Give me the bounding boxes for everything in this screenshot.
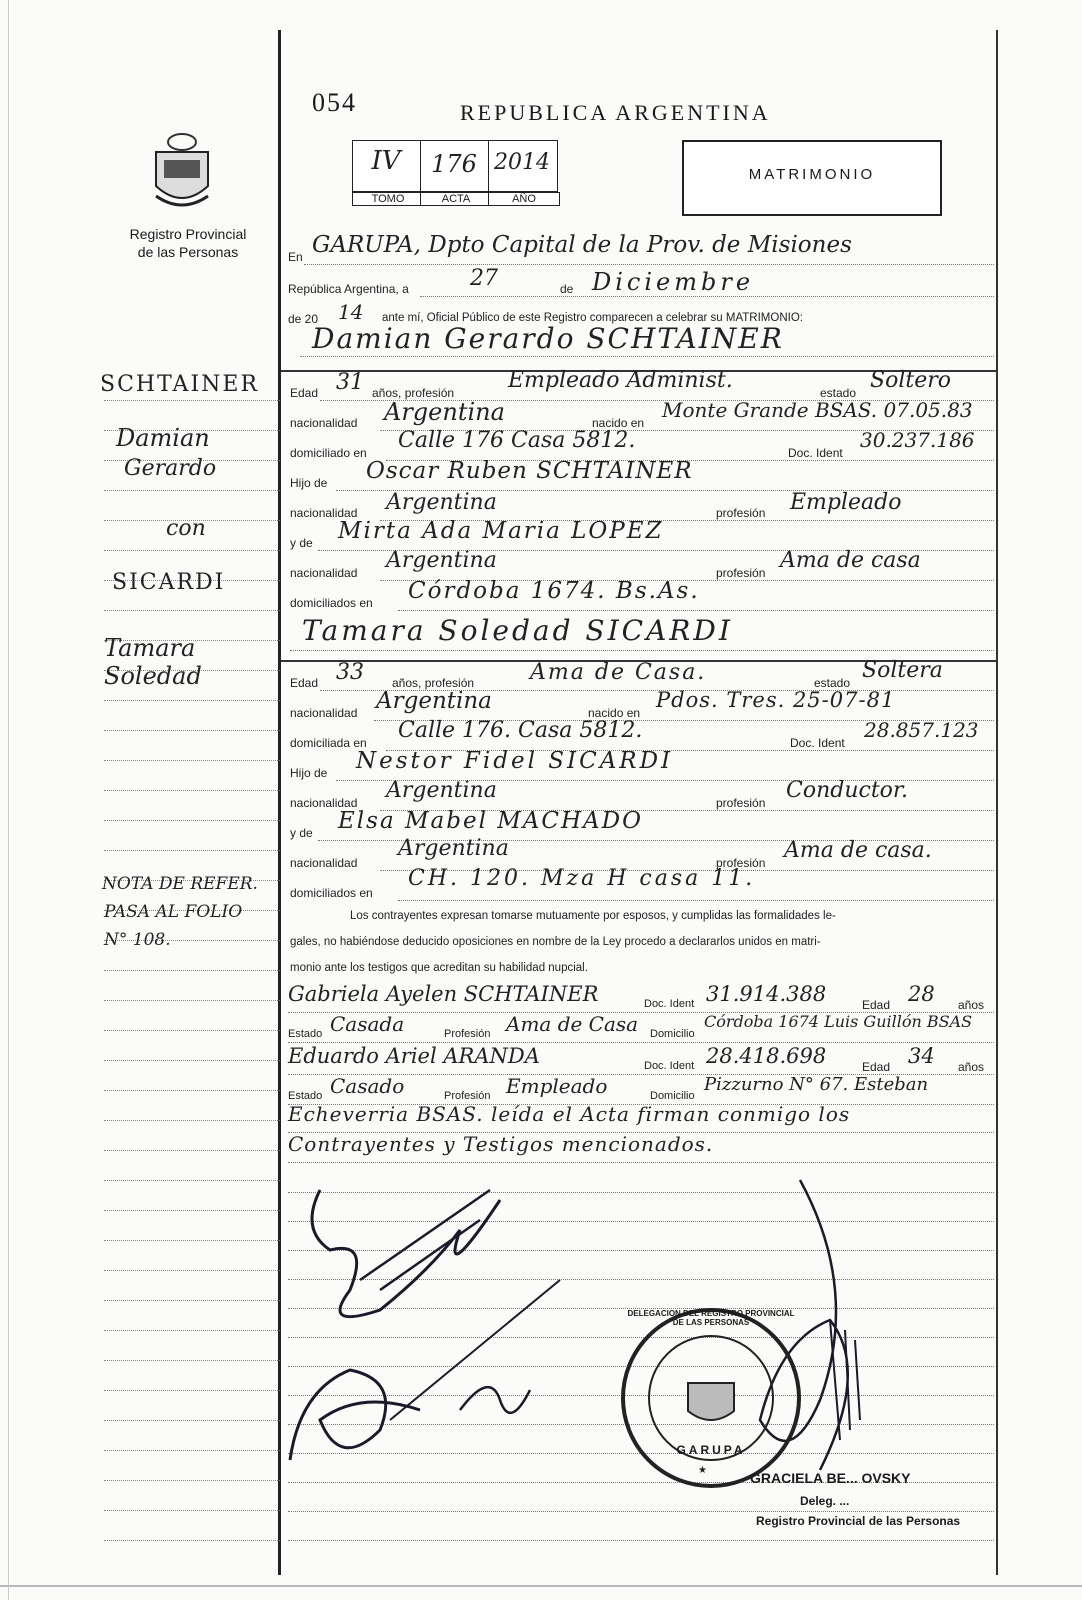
margin-rule-line xyxy=(104,1510,280,1511)
bride-doc: 28.857.123 xyxy=(864,718,979,742)
de-label: de xyxy=(560,282,574,296)
bride-parents-dom: CH. 120. Mza H casa 11. xyxy=(408,866,756,891)
declaration-line1: Los contrayentes expresan tomarse mutuamente por esposos, y cumplidas las formalidades le- xyxy=(350,910,836,922)
marriage-day: 27 xyxy=(470,266,498,291)
margin-rule-line xyxy=(104,1210,280,1211)
witness2-profesion: Empleado xyxy=(506,1074,608,1098)
official-role: Deleg. ... xyxy=(800,1494,850,1508)
bride-nacionalidad: Argentina xyxy=(376,688,492,714)
witness1-domicilio: Córdoba 1674 Luis Guillón BSAS xyxy=(704,1012,973,1031)
groom-doc-label: Doc. Ident xyxy=(788,446,843,460)
bride-domicilio: Calle 176. Casa 5812. xyxy=(398,718,643,743)
witness2-doc-label: Doc. Ident xyxy=(644,1060,695,1072)
groom-hijo-label: Hijo de xyxy=(290,476,328,490)
country-title: REPUBLICA ARGENTINA xyxy=(460,100,771,125)
groom-dom-label: domiciliado en xyxy=(290,446,367,460)
signature-rule-line xyxy=(288,1511,994,1512)
groom-father-nac: Argentina xyxy=(386,490,497,515)
witness2-name: Eduardo Ariel ARANDA xyxy=(288,1044,540,1068)
bride-profesion-label: años, profesión xyxy=(392,676,475,690)
margin-rule-line xyxy=(104,1240,280,1241)
witness1-doc-label: Doc. Ident xyxy=(644,998,695,1010)
official-seal xyxy=(618,1305,804,1491)
witness1-edad: 28 xyxy=(908,982,935,1006)
witness2-estado-label: Estado xyxy=(288,1090,323,1102)
marriage-month: Diciembre xyxy=(592,268,755,296)
groom-profesion-label: años, profesión xyxy=(372,386,455,400)
marriage-year-suffix: 14 xyxy=(338,300,364,324)
margin-bride-surname: SICARDI xyxy=(112,570,226,595)
margin-groom-name2: Gerardo xyxy=(124,456,217,481)
bride-father-prof: Conductor. xyxy=(786,778,908,803)
witness2-domicilio-label: Domicilio xyxy=(650,1090,695,1102)
witness1-anos-label: años xyxy=(958,998,985,1012)
witness2-estado: Casado xyxy=(330,1074,405,1098)
acta-value: 176 xyxy=(431,150,477,178)
bride-dom-label: domiciliada en xyxy=(290,736,367,750)
margin-rule-line xyxy=(104,1450,280,1451)
margin-rule-line xyxy=(104,1150,280,1151)
bride-mother: Elsa Mabel MACHADO xyxy=(338,808,643,834)
groom-edad-label: Edad xyxy=(290,386,319,400)
margin-rule-line xyxy=(104,1420,280,1421)
seal-city: GARUPA xyxy=(676,1443,746,1457)
folio-number: 054 xyxy=(312,88,357,117)
witness1-edad-label: Edad xyxy=(862,998,891,1012)
left-edge-rule xyxy=(8,0,9,1600)
groom-mother-prof: Ama de casa xyxy=(780,548,921,573)
signature-rule-line xyxy=(288,1540,994,1541)
bride-full-name: Tamara Soledad SICARDI xyxy=(302,614,733,647)
groom-estado: Soltero xyxy=(870,368,951,393)
groom-nacionalidad: Argentina xyxy=(384,398,505,426)
margin-rule-line xyxy=(104,1540,280,1541)
witness1-estado-label: Estado xyxy=(288,1028,323,1040)
margin-rule-line xyxy=(104,490,280,491)
document-type: MATRIMONIO xyxy=(748,166,876,183)
witness2-edad-label: Edad xyxy=(862,1060,891,1074)
margin-rule-line xyxy=(104,400,280,401)
margin-rule-line xyxy=(104,1360,280,1361)
margin-rule-line xyxy=(104,850,280,851)
bride-profesion: Ama de Casa. xyxy=(530,660,707,685)
groom-father: Oscar Ruben SCHTAINER xyxy=(366,458,693,484)
groom-father-prof: Empleado xyxy=(790,490,902,515)
margin-note-line3: N° 108. xyxy=(104,930,171,950)
groom-edad: 31 xyxy=(336,370,364,395)
witness1-profesion: Ama de Casa xyxy=(506,1012,639,1036)
witness1-doc: 31.914.388 xyxy=(706,982,827,1006)
groom-mother-nac: Argentina xyxy=(386,548,497,573)
groom-nacido: Monte Grande BSAS. 07.05.83 xyxy=(662,398,973,422)
bride-edad: 33 xyxy=(336,660,364,685)
margin-con: con xyxy=(166,516,206,541)
bride-nacido-label: nacido en xyxy=(588,706,641,720)
bride-father-prof-label: profesión xyxy=(716,796,766,810)
svg-text:★: ★ xyxy=(698,1465,707,1476)
witness2-anos-label: años xyxy=(958,1060,985,1074)
witness1-domicilio-label: Domicilio xyxy=(650,1028,695,1040)
witness1-name: Gabriela Ayelen SCHTAINER xyxy=(288,982,599,1006)
groom-doc: 30.237.186 xyxy=(860,428,975,452)
groom-father-prof-label: profesión xyxy=(716,506,766,520)
groom-nacido-label: nacido en xyxy=(592,416,645,430)
bride-mother-nac: Argentina xyxy=(398,836,509,861)
margin-rule-line xyxy=(104,550,280,551)
tomo-value: IV xyxy=(371,146,401,176)
groom-domicilio: Calle 176 Casa 5812. xyxy=(398,428,636,453)
registry-name-line1: Registro Provincial xyxy=(129,226,247,242)
bride-mother-prof-label: profesión xyxy=(716,856,766,870)
bride-father-nac: Argentina xyxy=(386,778,497,803)
margin-rule-line xyxy=(104,1270,280,1271)
closing-line1: Echeverria BSAS. leída el Acta firman conmigo los xyxy=(288,1102,851,1126)
groom-mother-prof-label: profesión xyxy=(716,566,766,580)
margin-rule-line xyxy=(104,1120,280,1121)
official-registry: Registro Provincial de las Personas xyxy=(756,1514,961,1528)
margin-bride-name1: Tamara xyxy=(104,634,196,662)
margin-rule-line xyxy=(104,730,280,731)
witness2-edad: 34 xyxy=(908,1044,935,1068)
witness1-estado: Casada xyxy=(330,1012,405,1036)
bride-father: Nestor Fidel SICARDI xyxy=(356,748,674,774)
margin-rule-line xyxy=(104,1330,280,1331)
ano-label: AÑO xyxy=(488,192,560,206)
margin-rule-line xyxy=(104,1060,280,1061)
bride-mother-prof: Ama de casa. xyxy=(784,838,932,863)
margin-rule-line xyxy=(104,1480,280,1481)
bride-estado-label: estado xyxy=(814,676,851,690)
bride-father-nac-label: nacionalidad xyxy=(290,796,358,810)
witness1-profesion-label: Profesión xyxy=(444,1028,491,1040)
groom-parents-dom: Córdoba 1674. Bs.As. xyxy=(408,578,700,604)
margin-bride-name2: Soledad xyxy=(104,662,202,690)
groom-profesion: Empleado Administ. xyxy=(508,368,733,393)
margin-rule-line xyxy=(104,1090,280,1091)
bride-yde-label: y de xyxy=(290,826,313,840)
margin-rule-line xyxy=(104,790,280,791)
registry-name-line2: de las Personas xyxy=(137,244,239,260)
groom-parents-dom-label: domiciliados en xyxy=(290,596,373,610)
year-label: de 20 xyxy=(288,312,319,326)
groom-full-name: Damian Gerardo SCHTAINER xyxy=(312,322,784,355)
bride-doc-label: Doc. Ident xyxy=(790,736,845,750)
bride-hijo-label: Hijo de xyxy=(290,766,328,780)
bride-nac-label: nacionalidad xyxy=(290,706,358,720)
margin-groom-surname: SCHTAINER xyxy=(100,372,260,397)
republica-label: República Argentina, a xyxy=(288,282,409,296)
acta-label: ACTA xyxy=(420,192,492,206)
groom-nac-label: nacionalidad xyxy=(290,416,358,430)
groom-estado-label: estado xyxy=(820,386,857,400)
margin-rule-line xyxy=(104,1180,280,1181)
margin-note-line2: PASA AL FOLIO xyxy=(104,902,243,922)
right-border-rule xyxy=(996,30,998,1575)
declaration-line3: monio ante los testigos que acreditan su habilidad nupcial. xyxy=(290,962,588,974)
bottom-rule xyxy=(0,1585,1082,1587)
en-label: En xyxy=(288,250,303,264)
witness2-profesion-label: Profesión xyxy=(444,1090,491,1102)
groom-father-nac-label: nacionalidad xyxy=(290,506,358,520)
ante-text: ante mí, Oficial Público de este Registro comparecen a celebrar su MATRIMONIO: xyxy=(382,312,803,324)
marriage-place: GARUPA, Dpto Capital de la Prov. de Misiones xyxy=(312,232,852,258)
bride-mother-nac-label: nacionalidad xyxy=(290,856,358,870)
bride-parents-dom-label: domiciliados en xyxy=(290,886,373,900)
margin-rule-line xyxy=(104,610,280,611)
bride-estado: Soltera xyxy=(862,658,943,683)
margin-rule-line xyxy=(104,1030,280,1031)
ano-value: 2014 xyxy=(494,150,550,175)
groom-mother: Mirta Ada Maria LOPEZ xyxy=(338,518,664,544)
groom-mother-nac-label: nacionalidad xyxy=(290,566,358,580)
official-name: GRACIELA BE... OVSKY xyxy=(750,1470,911,1486)
margin-rule-line xyxy=(104,700,280,701)
tomo-label: TOMO xyxy=(352,192,424,206)
margin-rule-line xyxy=(104,1000,280,1001)
seal-ring-text: DELEGACION DEL REGISTRO PROVINCIAL DE LAS PERSONAS xyxy=(627,1309,795,1327)
witness2-domicilio: Pizzurno N° 67. Esteban xyxy=(704,1074,929,1095)
margin-groom-name1: Damian xyxy=(116,424,210,452)
witness2-doc: 28.418.698 xyxy=(706,1044,827,1068)
margin-rule-line xyxy=(104,970,280,971)
bride-edad-label: Edad xyxy=(290,676,319,690)
coat-of-arms-icon xyxy=(150,130,215,215)
margin-rule-line xyxy=(104,1390,280,1391)
declaration-line2: gales, no habiéndose deducido oposiciones en nombre de la Ley procedo a declararlos unidos en matri- xyxy=(290,936,821,948)
margin-rule-line xyxy=(104,820,280,821)
bride-nacido: Pdos. Tres. 25-07-81 xyxy=(656,688,896,712)
closing-line2: Contrayentes y Testigos mencionados. xyxy=(288,1132,714,1156)
groom-yde-label: y de xyxy=(290,536,313,550)
margin-note-line1: NOTA DE REFER. xyxy=(102,874,258,894)
margin-rule-line xyxy=(104,760,280,761)
margin-rule-line xyxy=(104,1300,280,1301)
